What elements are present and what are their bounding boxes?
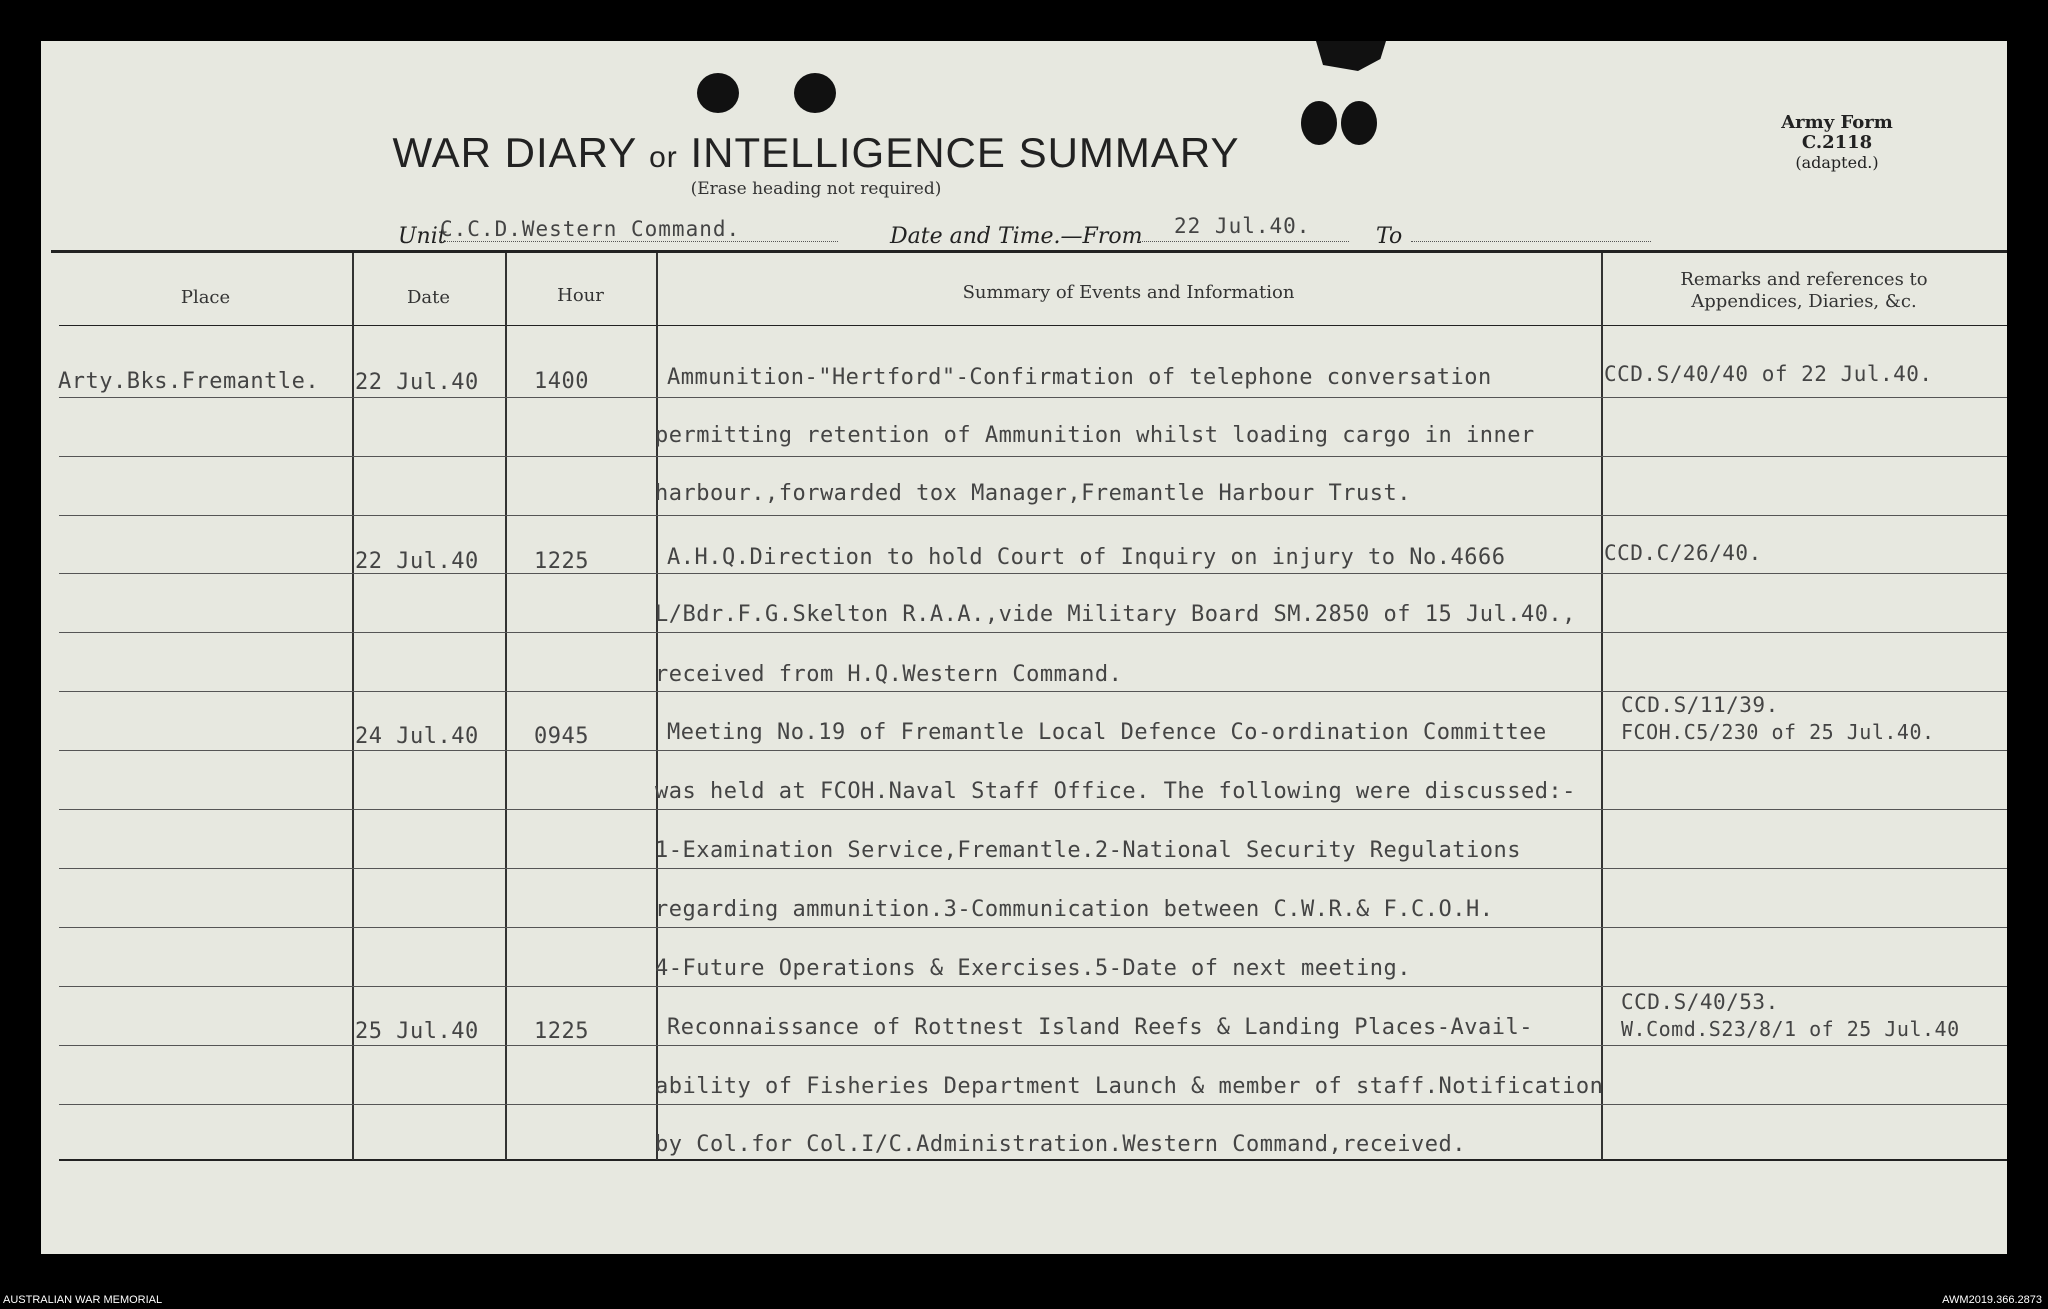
entry-place: Arty.Bks.Fremantle. [58,369,320,394]
entry-remark: CCD.C/26/40. [1604,541,1762,565]
entry-summary-line: regarding ammunition.3-Communication between C.W.R.& F.C.O.H. [655,897,1494,922]
entry-summary-line: 1-Examination Service,Fremantle.2-National Security Regulations [655,838,1521,863]
entry-summary-line: Reconnaissance of Rottnest Island Reefs & Landing Places-Avail- [667,1015,1533,1040]
column-header-hour: Hour [557,285,604,306]
punch-hole [697,73,739,113]
entry-remark: CCD.S/11/39. [1621,693,1779,717]
column-header-summary: Summary of Events and Information [962,282,1295,303]
column-header-remarks [1601,269,2007,313]
row-rule [59,632,2007,633]
column-divider [352,253,354,1160]
row-rule [59,986,2007,987]
column-header-date: Date [406,287,451,308]
unit-label: Unit [398,224,447,249]
form-subtitle: (Erase heading not required) [690,179,942,199]
row-rule [59,397,2007,398]
entry-remark: CCD.S/40/40 of 22 Jul.40. [1604,362,1933,386]
entry-summary-line: received from H.Q.Western Command. [655,662,1123,687]
entry-summary-line: Ammunition-"Hertford"-Confirmation of telephone conversation [667,365,1492,390]
row-rule [59,750,2007,751]
entry-remark: CCD.S/40/53. [1621,990,1779,1014]
title-or: or [649,141,678,174]
row-rule [59,456,2007,457]
column-divider [1601,253,1603,1160]
row-rule [59,868,2007,869]
entry-remark: FCOH.C5/230 of 25 Jul.40. [1621,720,1935,744]
entry-hour: 1225 [534,549,589,574]
army-form-label: Army Form C.2118 [1781,112,1893,153]
entry-summary-line: A.H.Q.Direction to hold Court of Inquiry on injury to No.4666 [667,545,1506,570]
entry-summary-line: Meeting No.19 of Fremantle Local Defence Co-ordination Committee [667,720,1547,745]
entry-summary-line: by Col.for Col.I/C.Administration.Western Command,received. [655,1132,1466,1157]
entry-summary-line: was held at FCOH.Naval Staff Office. The following were discussed:- [655,779,1576,804]
column-divider [505,253,507,1160]
entry-date: 24 Jul.40 [355,724,479,749]
column-divider [656,253,658,1160]
entry-hour: 1225 [534,1019,589,1044]
to-label: To [1376,224,1403,249]
archive-footer [0,1294,2048,1309]
title-intelligence-summary: INTELLIGENCE SUMMARY [690,129,1240,176]
entry-date: 22 Jul.40 [355,370,479,395]
table-top-rule [51,250,2007,253]
to-dotted-line [1411,241,1651,242]
unit-value: C.C.D.Western Command. [440,217,741,241]
archive-name: AUSTRALIAN WAR MEMORIAL [3,1294,163,1306]
entry-date: 22 Jul.40 [355,549,479,574]
entry-remark: W.Comd.S23/8/1 of 25 Jul.40 [1621,1017,1960,1041]
unit-dotted-line [440,241,838,242]
archive-reference: AWM2019.366.2873 [1942,1294,2042,1306]
row-rule [59,573,2007,574]
war-diary-sheet [41,41,2007,1254]
entry-summary-line: L/Bdr.F.G.Skelton R.A.A.,vide Military Board SM.2850 of 15 Jul.40., [655,602,1576,627]
row-rule [59,691,2007,692]
torn-corner [1316,41,1386,71]
row-rule [59,1104,2007,1105]
row-rule [59,1045,2007,1046]
date-dotted-line [1137,241,1349,242]
row-rule [59,927,2007,928]
entry-hour: 0945 [534,724,589,749]
row-rule [59,515,2007,516]
date-from-label: Date and Time.—From [890,224,1143,249]
title-war-diary: WAR DIARY [392,129,637,176]
row-rule [59,809,2007,810]
form-title [41,129,1591,177]
remarks-header-line1: Remarks and references to [1680,269,1928,290]
army-form-sub: (adapted.) [1795,153,1879,172]
entry-summary-line: 4-Future Operations & Exercises.5-Date of next meeting. [655,956,1411,981]
entry-summary-line: harbour.,forwarded tox Manager,Fremantle Harbour Trust. [655,481,1411,506]
date-from-value: 22 Jul.40. [1174,214,1311,238]
entry-summary-line: ability of Fisheries Department Launch & member of staff.Notification [655,1074,1604,1099]
entry-date: 25 Jul.40 [355,1019,479,1044]
army-form-number [1747,113,1927,173]
entry-summary-line: permitting retention of Ammunition whilst loading cargo in inner [655,423,1535,448]
column-header-place: Place [180,287,231,308]
punch-hole [794,73,836,113]
remarks-header-line2: Appendices, Diaries, &c. [1691,291,1917,312]
entry-hour: 1400 [534,369,589,394]
